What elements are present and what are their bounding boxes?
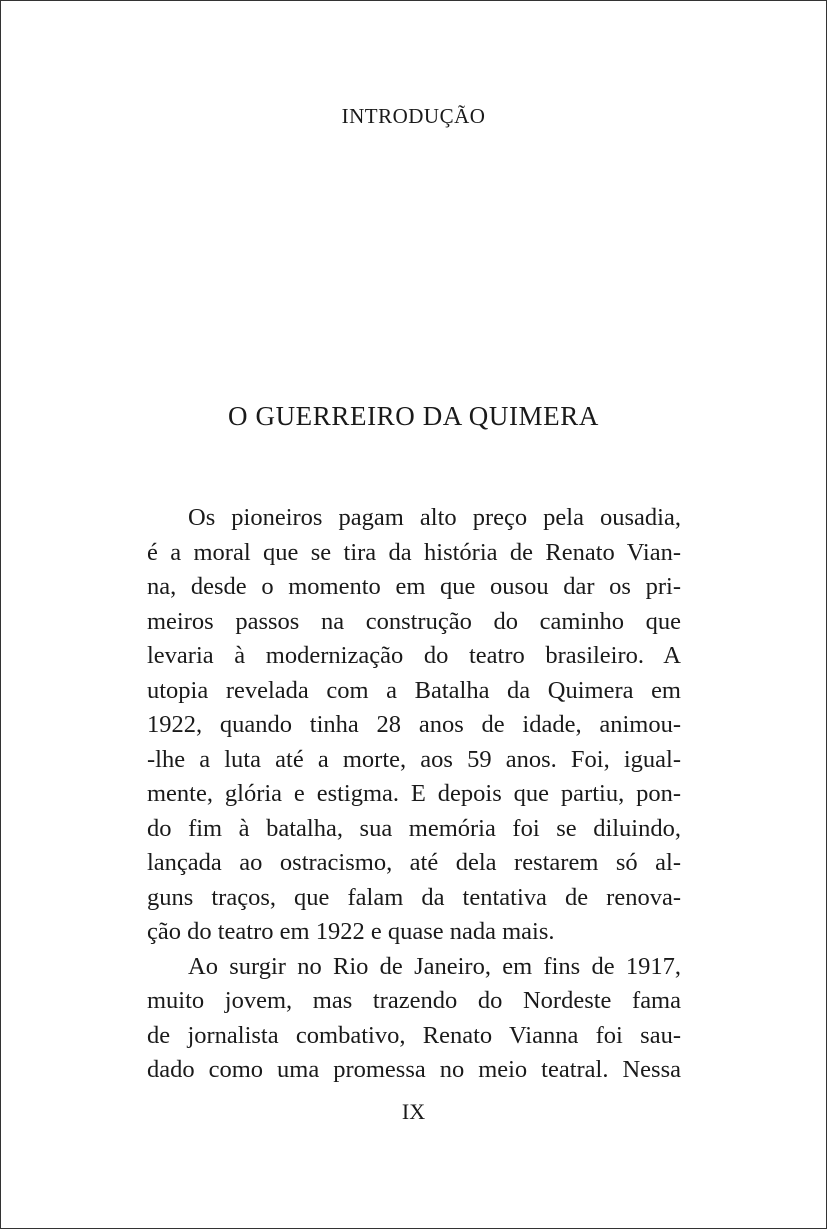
text-line: Ao surgir no Rio de Janeiro, em fins de 1917, <box>188 952 681 980</box>
text-line: de jornalista combativo, Renato Vianna foi sau- <box>147 1021 681 1049</box>
text-line: na, desde o momento em que ousou dar os pri- <box>147 573 681 600</box>
text-line: 1922, quando tinha 28 anos de idade, animou- <box>147 711 681 738</box>
text-line: do fim à batalha, sua memória foi se diluindo, <box>147 814 681 842</box>
text-line: levaria à modernização do teatro brasileiro. A <box>147 642 681 669</box>
running-head: INTRODUÇÃO <box>341 104 486 128</box>
text-line: é a moral que se tira da história de Renato Vian- <box>147 538 681 566</box>
text-line: dado como uma promessa no meio teatral. Nessa <box>147 1056 681 1083</box>
text-line: guns traços, que falam da tentativa de renova- <box>147 883 681 911</box>
text-line: utopia revelada com a Batalha da Quimera em <box>147 676 681 704</box>
page-number: IX <box>401 1099 426 1124</box>
text-line: ção do teatro em 1922 e quase nada mais. <box>147 918 555 945</box>
body-text <box>147 501 681 1088</box>
text-line: meiros passos na construção do caminho que <box>147 607 681 635</box>
chapter-title: O GUERREIRO DA QUIMERA <box>228 401 599 431</box>
text-line: lançada ao ostracismo, até dela restarem só al- <box>147 849 681 876</box>
text-line: mente, glória e estigma. E depois que partiu, pon- <box>147 780 681 807</box>
text-line: muito jovem, mas trazendo do Nordeste fama <box>147 987 681 1014</box>
text-line: -lhe a luta até a morte, aos 59 anos. Foi, igual- <box>147 745 681 773</box>
text-line: Os pioneiros pagam alto preço pela ousadia, <box>188 504 681 531</box>
